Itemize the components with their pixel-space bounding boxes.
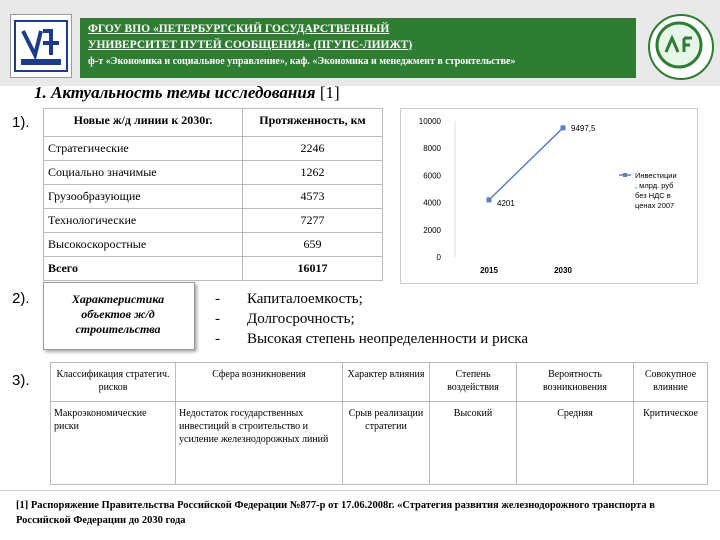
table-header-row (44, 109, 383, 137)
table-row (44, 161, 383, 185)
list-item-text: Долгосрочность; (247, 311, 355, 327)
header-line-3: ф-т «Экономика и социальное управление», каф. «Экономика и менеджмент в строительстве» (88, 56, 516, 67)
data-point (561, 125, 566, 130)
y-tick-label: 2000 (423, 225, 441, 235)
table-row (44, 257, 383, 281)
list-item (215, 329, 528, 349)
header-line-1: ФГОУ ВПО «ПЕТЕРБУРГСКИЙ ГОСУДАРСТВЕННЫЙ (88, 23, 390, 35)
chart-svg (401, 109, 697, 283)
series-line (489, 128, 563, 200)
table-cell: 7277 (243, 209, 383, 233)
legend-label: , млрд. руб (635, 181, 674, 190)
data-label: 9497,5 (571, 123, 596, 133)
list-item (215, 289, 528, 309)
table-header-cell: Сфера возникновения (176, 363, 343, 402)
data-point (487, 197, 492, 202)
x-tick-label: 2030 (554, 266, 572, 275)
legend-label: без НДС в (635, 191, 671, 200)
table-header-cell: Характер влияния (343, 363, 430, 402)
table-header-cell: Протяженность, км (243, 109, 383, 137)
table-cell: Срыв реализации стратегии (343, 402, 430, 485)
characteristic-label: Характеристика объектов ж/д строительства (71, 292, 165, 336)
table-cell: Высокоскоростные (44, 233, 243, 257)
table-header-cell: Новые ж/д линии к 2030г. (44, 109, 243, 137)
table-row (44, 185, 383, 209)
bullet-dash: - (215, 331, 220, 347)
table-cell: Технологические (44, 209, 243, 233)
footnote: [1] Распоряжение Правительства Российской Федерации №877-р от 17.06.2008г. «Стратегия развития железнодорожного транспорта в Российской Федерации до 2030 года (16, 500, 655, 526)
marker-1: 1). (12, 114, 30, 131)
title-reference: [1] (319, 83, 340, 102)
university-logo (10, 14, 72, 78)
legend-label: Инвестиции (635, 171, 677, 180)
table-cell: 16017 (243, 257, 383, 281)
table-header-cell: Степень воздействия (430, 363, 517, 402)
marker-2: 2). (12, 290, 30, 307)
table-cell: 4573 (243, 185, 383, 209)
y-tick-label: 10000 (418, 117, 441, 126)
characteristic-list (215, 289, 528, 349)
table-cell: 2246 (243, 137, 383, 161)
table-header-cell: Совокупное влияние (634, 363, 708, 402)
faculty-logo (648, 14, 714, 80)
table-cell: Недостаток государственных инвестиций в строительство и усиление железнодорожных линий (176, 402, 343, 485)
marker-3: 3). (12, 372, 30, 389)
table-header-cell: Вероятность возникновения (517, 363, 634, 402)
y-tick-label: 6000 (423, 171, 441, 181)
footnote-separator (0, 490, 720, 491)
table-cell: Социально значимые (44, 161, 243, 185)
table-cell: 659 (243, 233, 383, 257)
y-tick-label: 0 (436, 253, 441, 262)
table-row (44, 209, 383, 233)
x-tick-label: 2015 (480, 266, 498, 275)
title-text: 1. Актуальность темы исследования (34, 83, 320, 102)
bullet-dash: - (215, 311, 220, 327)
risk-table (50, 362, 708, 485)
y-tick-label: 4000 (423, 198, 441, 208)
data-label: 4201 (497, 198, 515, 208)
header-line-2: УНИВЕРСИТЕТ ПУТЕЙ СООБЩЕНИЯ» (ПГУПС-ЛИИЖТ) (88, 39, 413, 51)
investment-chart (400, 108, 698, 284)
table-cell: Высокий (430, 402, 517, 485)
table-cell: Грузообразующие (44, 185, 243, 209)
list-item-text: Капиталоемкость; (247, 291, 363, 307)
table-cell: Всего (44, 257, 243, 281)
rail-lines-table (43, 108, 383, 281)
legend-marker (623, 173, 627, 177)
table-row (44, 233, 383, 257)
table-cell: Критическое (634, 402, 708, 485)
bullet-dash: - (215, 291, 220, 307)
legend-label: ценах 2007 (635, 201, 675, 210)
table-cell: Макроэкономические риски (51, 402, 176, 485)
y-tick-label: 8000 (423, 144, 441, 154)
list-item (215, 309, 528, 329)
table-cell: Стратегические (44, 137, 243, 161)
slide-title (34, 83, 340, 103)
table-header-row (51, 363, 708, 402)
table-row (51, 402, 708, 485)
table-cell: Средняя (517, 402, 634, 485)
table-row (44, 137, 383, 161)
table-header-cell: Классификация стратегич. рисков (51, 363, 176, 402)
table-cell: 1262 (243, 161, 383, 185)
list-item-text: Высокая степень неопределенности и риска (247, 331, 528, 347)
